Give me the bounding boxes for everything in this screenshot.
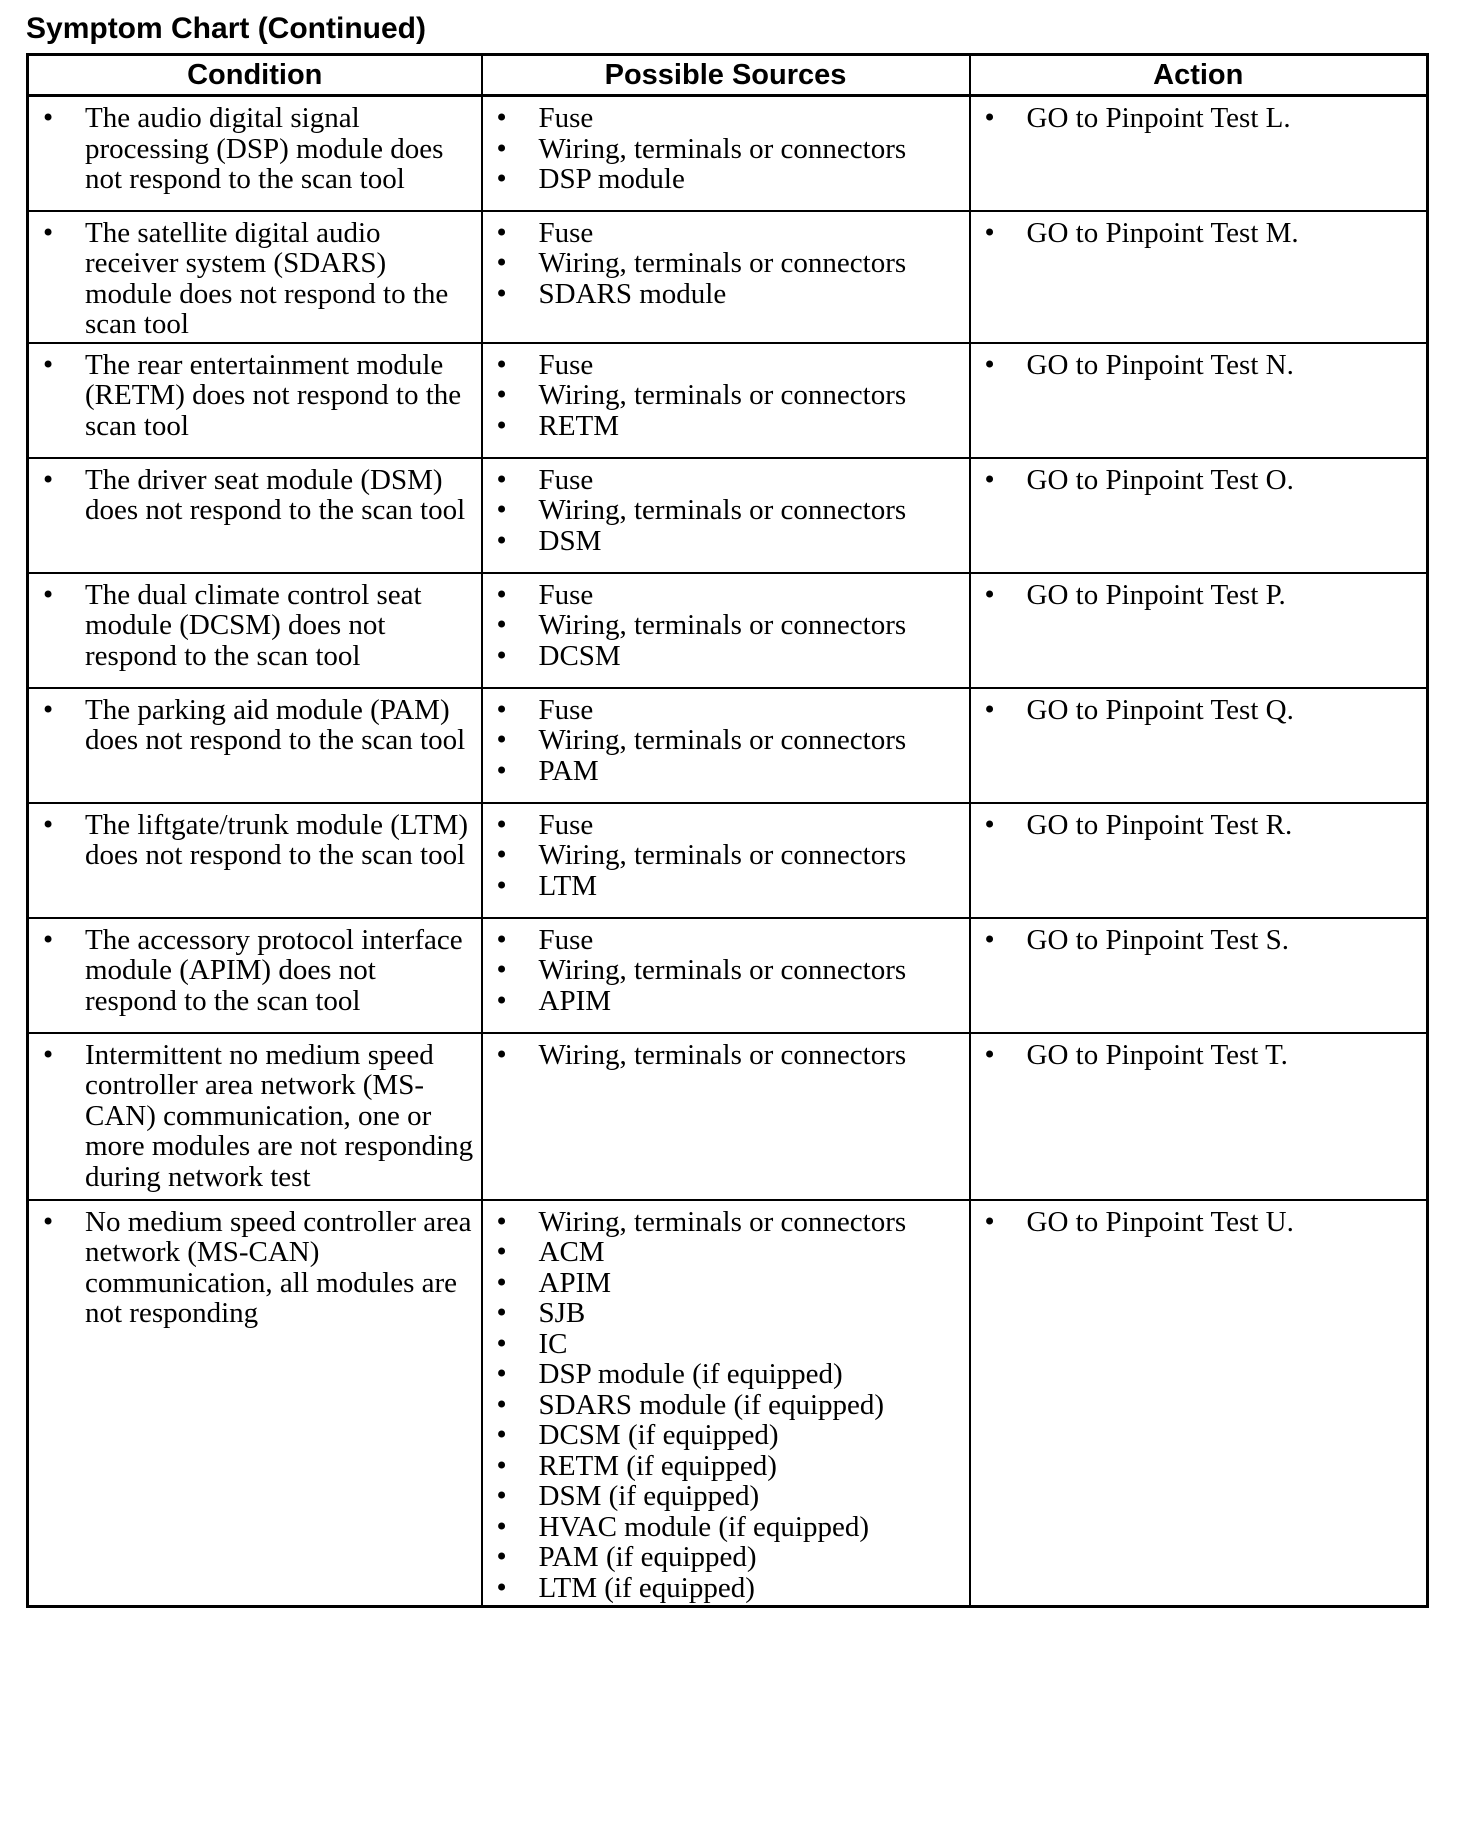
table-row [28, 573, 1428, 688]
action-list [983, 1040, 1421, 1071]
action-list [983, 465, 1421, 496]
condition-cell [28, 211, 482, 343]
action-text: • GO to Pinpoint Test O. [983, 465, 1421, 496]
action-text: • GO to Pinpoint Test R. [983, 810, 1421, 841]
condition-text: • Intermittent no medium speed controller area network (MS-CAN) communication, one or more modules are not responding during network test [41, 1040, 475, 1193]
document-page [26, 12, 1426, 1608]
possible-source-item: • Fuse [495, 103, 963, 134]
possible-sources-cell [482, 573, 970, 688]
condition-list [41, 465, 475, 526]
condition-list [41, 925, 475, 1017]
possible-sources-cell [482, 96, 970, 211]
header-possible-sources: Possible Sources [482, 55, 970, 96]
condition-list [41, 580, 475, 672]
possible-source-item: • Wiring, terminals or connectors [495, 1040, 963, 1071]
possible-source-item: • Fuse [495, 350, 963, 381]
possible-source-item: • DSP module (if equipped) [495, 1359, 963, 1390]
action-list [983, 580, 1421, 611]
action-cell [970, 211, 1428, 343]
condition-cell [28, 918, 482, 1033]
table-row [28, 96, 1428, 211]
condition-cell [28, 1033, 482, 1200]
action-list [983, 925, 1421, 956]
possible-source-item: • Wiring, terminals or connectors [495, 955, 963, 986]
condition-list [41, 695, 475, 756]
action-text: • GO to Pinpoint Test U. [983, 1207, 1421, 1238]
condition-text: • The parking aid module (PAM) does not respond to the scan tool [41, 695, 475, 756]
condition-list [41, 1040, 475, 1193]
possible-sources-list [495, 103, 963, 195]
table-row [28, 343, 1428, 458]
action-text: • GO to Pinpoint Test M. [983, 218, 1421, 249]
page-title: Symptom Chart (Continued) [26, 12, 426, 45]
action-text: • GO to Pinpoint Test P. [983, 580, 1421, 611]
possible-sources-list [495, 1040, 963, 1071]
action-cell [970, 343, 1428, 458]
action-text: • GO to Pinpoint Test T. [983, 1040, 1421, 1071]
possible-source-item: • DSP module [495, 164, 963, 195]
possible-source-item: • Fuse [495, 925, 963, 956]
possible-source-item: • Fuse [495, 465, 963, 496]
possible-source-item: • RETM [495, 411, 963, 442]
condition-text: • The rear entertainment module (RETM) does not respond to the scan tool [41, 350, 475, 442]
condition-cell [28, 803, 482, 918]
action-cell [970, 1200, 1428, 1607]
condition-cell [28, 688, 482, 803]
possible-source-item: • SJB [495, 1298, 963, 1329]
possible-source-item: • APIM [495, 986, 963, 1017]
possible-sources-cell [482, 343, 970, 458]
possible-source-item: • PAM (if equipped) [495, 1542, 963, 1573]
possible-sources-cell [482, 458, 970, 573]
possible-source-item: • DCSM [495, 641, 963, 672]
action-cell [970, 803, 1428, 918]
possible-source-item: • HVAC module (if equipped) [495, 1512, 963, 1543]
possible-sources-list [495, 695, 963, 787]
table-row [28, 458, 1428, 573]
condition-text: • The accessory protocol interface module (APIM) does not respond to the scan tool [41, 925, 475, 1017]
action-cell [970, 96, 1428, 211]
possible-source-item: • Wiring, terminals or connectors [495, 380, 963, 411]
table-row [28, 1033, 1428, 1200]
condition-cell [28, 458, 482, 573]
condition-cell [28, 1200, 482, 1607]
action-list [983, 350, 1421, 381]
possible-source-item: • IC [495, 1329, 963, 1360]
possible-sources-list [495, 925, 963, 1017]
condition-cell [28, 343, 482, 458]
possible-source-item: • Fuse [495, 580, 963, 611]
condition-list [41, 218, 475, 340]
possible-sources-cell [482, 1200, 970, 1607]
possible-sources-cell [482, 803, 970, 918]
header-action: Action [970, 55, 1428, 96]
possible-source-item: • RETM (if equipped) [495, 1451, 963, 1482]
condition-cell [28, 96, 482, 211]
possible-sources-list [495, 350, 963, 442]
possible-source-item: • Wiring, terminals or connectors [495, 840, 963, 871]
action-list [983, 218, 1421, 249]
condition-text: • The dual climate control seat module (DCSM) does not respond to the scan tool [41, 580, 475, 672]
action-text: • GO to Pinpoint Test S. [983, 925, 1421, 956]
condition-text: • The satellite digital audio receiver system (SDARS) module does not respond to the scan tool [41, 218, 475, 340]
possible-sources-list [495, 580, 963, 672]
possible-sources-cell [482, 918, 970, 1033]
table-row [28, 688, 1428, 803]
possible-sources-list [495, 218, 963, 310]
condition-list [41, 1207, 475, 1329]
possible-source-item: • Wiring, terminals or connectors [495, 725, 963, 756]
possible-source-item: • Wiring, terminals or connectors [495, 610, 963, 641]
possible-source-item: • Wiring, terminals or connectors [495, 495, 963, 526]
condition-list [41, 103, 475, 195]
possible-source-item: • Fuse [495, 695, 963, 726]
condition-cell [28, 573, 482, 688]
condition-text: • The liftgate/trunk module (LTM) does not respond to the scan tool [41, 810, 475, 871]
possible-source-item: • Fuse [495, 810, 963, 841]
condition-text: • The driver seat module (DSM) does not respond to the scan tool [41, 465, 475, 526]
header-condition: Condition [28, 55, 482, 96]
table-row [28, 1200, 1428, 1607]
table-row [28, 211, 1428, 343]
possible-source-item: • DCSM (if equipped) [495, 1420, 963, 1451]
action-list [983, 1207, 1421, 1238]
possible-sources-list [495, 465, 963, 557]
possible-source-item: • SDARS module [495, 279, 963, 310]
action-cell [970, 1033, 1428, 1200]
action-text: • GO to Pinpoint Test L. [983, 103, 1421, 134]
possible-source-item: • DSM (if equipped) [495, 1481, 963, 1512]
condition-text: • The audio digital signal processing (DSP) module does not respond to the scan tool [41, 103, 475, 195]
possible-sources-cell [482, 688, 970, 803]
action-cell [970, 458, 1428, 573]
action-text: • GO to Pinpoint Test N. [983, 350, 1421, 381]
possible-source-item: • Wiring, terminals or connectors [495, 1207, 963, 1238]
condition-list [41, 350, 475, 442]
possible-source-item: • Wiring, terminals or connectors [495, 248, 963, 279]
action-cell [970, 573, 1428, 688]
condition-text: • No medium speed controller area network (MS-CAN) communication, all modules are not responding [41, 1207, 475, 1329]
possible-sources-list [495, 1207, 963, 1604]
possible-source-item: • APIM [495, 1268, 963, 1299]
condition-list [41, 810, 475, 871]
possible-source-item: • DSM [495, 526, 963, 557]
action-text: • GO to Pinpoint Test Q. [983, 695, 1421, 726]
possible-source-item: • Fuse [495, 218, 963, 249]
possible-source-item: • Wiring, terminals or connectors [495, 134, 963, 165]
action-list [983, 695, 1421, 726]
possible-sources-list [495, 810, 963, 902]
action-list [983, 103, 1421, 134]
possible-source-item: • PAM [495, 756, 963, 787]
action-list [983, 810, 1421, 841]
table-row [28, 918, 1428, 1033]
possible-sources-cell [482, 1033, 970, 1200]
table-body [28, 96, 1428, 1607]
possible-sources-cell [482, 211, 970, 343]
possible-source-item: • LTM (if equipped) [495, 1573, 963, 1604]
action-cell [970, 688, 1428, 803]
symptom-chart-table [26, 53, 1429, 1608]
possible-source-item: • ACM [495, 1237, 963, 1268]
possible-source-item: • SDARS module (if equipped) [495, 1390, 963, 1421]
action-cell [970, 918, 1428, 1033]
possible-source-item: • LTM [495, 871, 963, 902]
table-row [28, 803, 1428, 918]
table-header-row [28, 55, 1428, 96]
